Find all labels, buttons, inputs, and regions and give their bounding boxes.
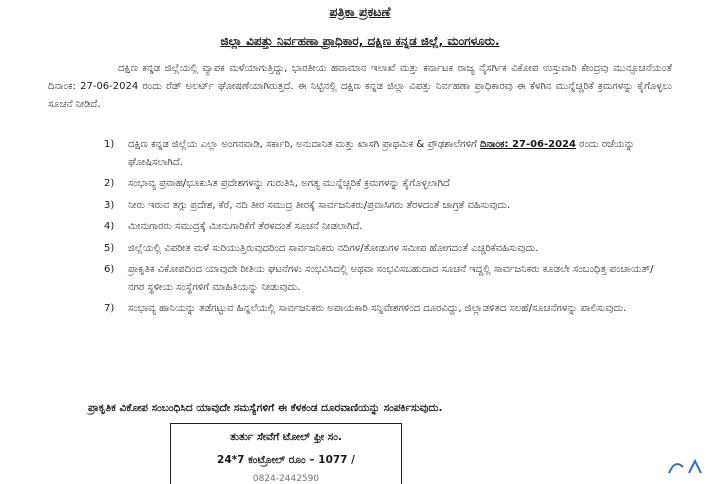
list-item-text-end: ರಂದು ರಜೆಯನ್ನು ಘೋಷಿಸಲಾಗಿದೆ. bbox=[128, 139, 635, 168]
list-item-text: ನೀರು ಇರುವ ತಗ್ಗು ಪ್ರದೇಶ, ಕೆರೆ, ನದಿ ತೀರ ಸಮುದ್ರ ತೀರಕ್ಕೆ ಸಾರ್ವಜನಿಕರು/ಪ್ರವಾಸಿಗರು ತೆರಳದಂತೆ ಜಾಗ್ರತೆ ವಹಿಸುವುದು. bbox=[128, 199, 511, 211]
list-item-text: ಮೀನುಗಾರರು ಸಮುದ್ರಕ್ಕೆ ಮೀನುಗಾರಿಕೆಗೆ ತೆರಳದಂತೆ ಸೂಚನೆ ನೀಡಲಾಗಿದೆ. bbox=[128, 221, 363, 232]
precaution-list bbox=[104, 136, 664, 322]
list-item-number: 1) bbox=[104, 139, 115, 150]
list-item-text: ದಕ್ಷಿಣ ಕನ್ನಡ ಜಿಲ್ಲೆಯ ಎಲ್ಲಾ ಅಂಗನವಾಡಿ, ಸರ್ಕಾರಿ, ಅನುದಾನಿತ ಮತ್ತು ಖಾಸಗಿ ಪ್ರಾಥಮಿಕ & ಪ್ರೌಢಶಾಲೆಗಳಿಗೆ bbox=[128, 139, 477, 150]
list-item bbox=[104, 218, 664, 236]
list-item bbox=[104, 175, 664, 193]
control-room-number: 24*7 ಕಂಟ್ರೋಲ್ ರೂಂ – 1077 / bbox=[217, 454, 355, 466]
list-item-number: 2) bbox=[104, 178, 115, 189]
highlighted-date: ದಿನಾಂಕ: 27-06-2024 bbox=[480, 139, 576, 150]
list-item-number: 5) bbox=[104, 242, 115, 254]
list-item-number: 3) bbox=[104, 199, 115, 211]
list-item bbox=[104, 261, 664, 296]
contact-note: ಪ್ರಾಕೃತಿಕ ವಿಕೋಪ ಸಂಬಂಧಿಸಿದ ಯಾವುದೇ ಸಮಸ್ಯೆಗಳಿಗೆ ಈ ಕೆಳಕಂಡ ದೂರವಾಣಿಯನ್ನು ಸಂಪರ್ಕಿಸುವುದು. bbox=[88, 402, 443, 414]
authority-heading: ಜಿಲ್ಲಾ ವಿಪತ್ತು ನಿರ್ವಹಣಾ ಪ್ರಾಧಿಕಾರ, ದಕ್ಷಿಣ ಕನ್ನಡ ಜಿಲ್ಲೆ, ಮಂಗಳೂರು. bbox=[220, 34, 500, 48]
intro-paragraph: ದಕ್ಷಿಣ ಕನ್ನಡ ಜಿಲ್ಲೆಯಲ್ಲಿ ವ್ಯಾಪಕ ಮಳೆಯಾಗುತ್ತಿದ್ದು, ಭಾರತೀಯ ಹವಾಮಾನ ಇಲಾಖೆ ಮತ್ತು ಕರ್ನಾಟಕ ರಾಜ್ಯ ನೈಸರ್ಗಿಕ ವಿಕೋಪ ಉಸ್ತುವಾರಿ ಕೇಂದ್ರವು ಮುನ್ಸೂಚನೆಯಂತೆ ದಿನಾಂಕ: 27-06-2024 ರಂದು ರೆಡ್ ಅಲರ್ಟ್ ಘೋಷಣೆಯಾಗಿರುತ್ತದೆ. ಈ ನಿಟ್ಟಿನಲ್ಲಿ ದಕ್ಷಿಣ ಕನ್ನಡ ಜಿಲ್ಲಾ ವಿಪತ್ತು ನಿರ್ವಹಣಾ ಪ್ರಾಧಿಕಾರವು ಈ ಕೆಳಗಿನ ಮುನ್ನೆಚ್ಚರಿಕೆ ಕ್ರಮಗಳನ್ನು ಕೈಗೊಳ್ಳಲು ಸೂಚನೆ ನೀಡಿದೆ. bbox=[48, 63, 672, 110]
phone-number: 0824-2442590 bbox=[252, 474, 320, 484]
list-item-text: ಸಂಭಾವ್ಯ ಪ್ರವಾಹ/ಭೂಕುಸಿತ ಪ್ರದೇಶಗಳನ್ನು ಗುರುತಿಸಿ, ಅಗತ್ಯ ಮುನ್ನೆಚ್ಚರಿಕೆ ಕ್ರಮಗಳನ್ನು ಕೈಗೊಳ್ಳಲಾಗಿದೆ bbox=[128, 178, 450, 189]
list-item bbox=[104, 197, 664, 215]
seal-fragment-icon bbox=[665, 455, 705, 475]
document-title: ಪತ್ರಿಕಾ ಪ್ರಕಟಣೆ bbox=[329, 4, 391, 19]
list-item-number: 7) bbox=[104, 303, 115, 314]
list-item bbox=[104, 136, 664, 171]
list-item bbox=[104, 300, 664, 318]
list-item-text: ಪ್ರಾಕೃತಿಕ ವಿಕೋಪದಿಂದ ಯಾವುದೇ ರೀತಿಯ ಘಟನೆಗಳು ಸಂಭವಿಸಿದಲ್ಲಿ ಅಥವಾ ಸಂಭವಿಸಬಹುದಾದ ಸೂಚನೆ ಇದ್ದಲ್ಲಿ ಸಾರ್ವಜನಿಕರು ಕೂಡಲೇ ಸಂಬಂಧಿತ್ತ ಪಂಚಾಯತ್/ನಗರ ಸ್ಥಳೀಯ ಸಂಸ್ಥೆಗಳಿಗೆ ಮಾಹಿತಿಯನ್ನು ನೀಡುವುದು. bbox=[128, 264, 654, 293]
list-item-text: ಜಿಲ್ಲೆಯಲ್ಲಿ ವಿಪರೀತ ಮಳೆ ಸುರಿಯುತ್ತಿರುವುದರಿಂದ ಸಾರ್ವಜನಿಕರು ನದಿಗಳ/ತೋಡುಗಳ ಸಮೀಪ ಹೋಗದಂತೆ ಎಚ್ಚರಿಕೆವಹಿಸುವುದು. bbox=[128, 242, 539, 254]
list-item-number: 4) bbox=[104, 221, 115, 232]
helpline-title: ತುರ್ತು ಸೇವೆಗೆ ಟೋಲ್ ಫ್ರೀ ಸಂ. bbox=[230, 431, 342, 443]
list-item bbox=[104, 240, 664, 258]
list-item-number: 6) bbox=[104, 264, 115, 275]
list-item-text: ಸಂಭಾವ್ಯ ಹಾನಿಯನ್ನು ತಡೆಗಟ್ಟುವ ಹಿನ್ನಲೆಯಲ್ಲಿ ಸಾರ್ವಜನಿಕರು ಅಪಾಯಕಾರಿ ಸನ್ನಿವೇಶಗಳಿಂದ ದೂರವಿದ್ದು, ಜಿಲ್ಲಾಡಳಿತದ ಸಲಹೆ/ಸೂಚನೆಗಳನ್ನು ಪಾಲಿಸುವುದು. bbox=[128, 303, 627, 314]
